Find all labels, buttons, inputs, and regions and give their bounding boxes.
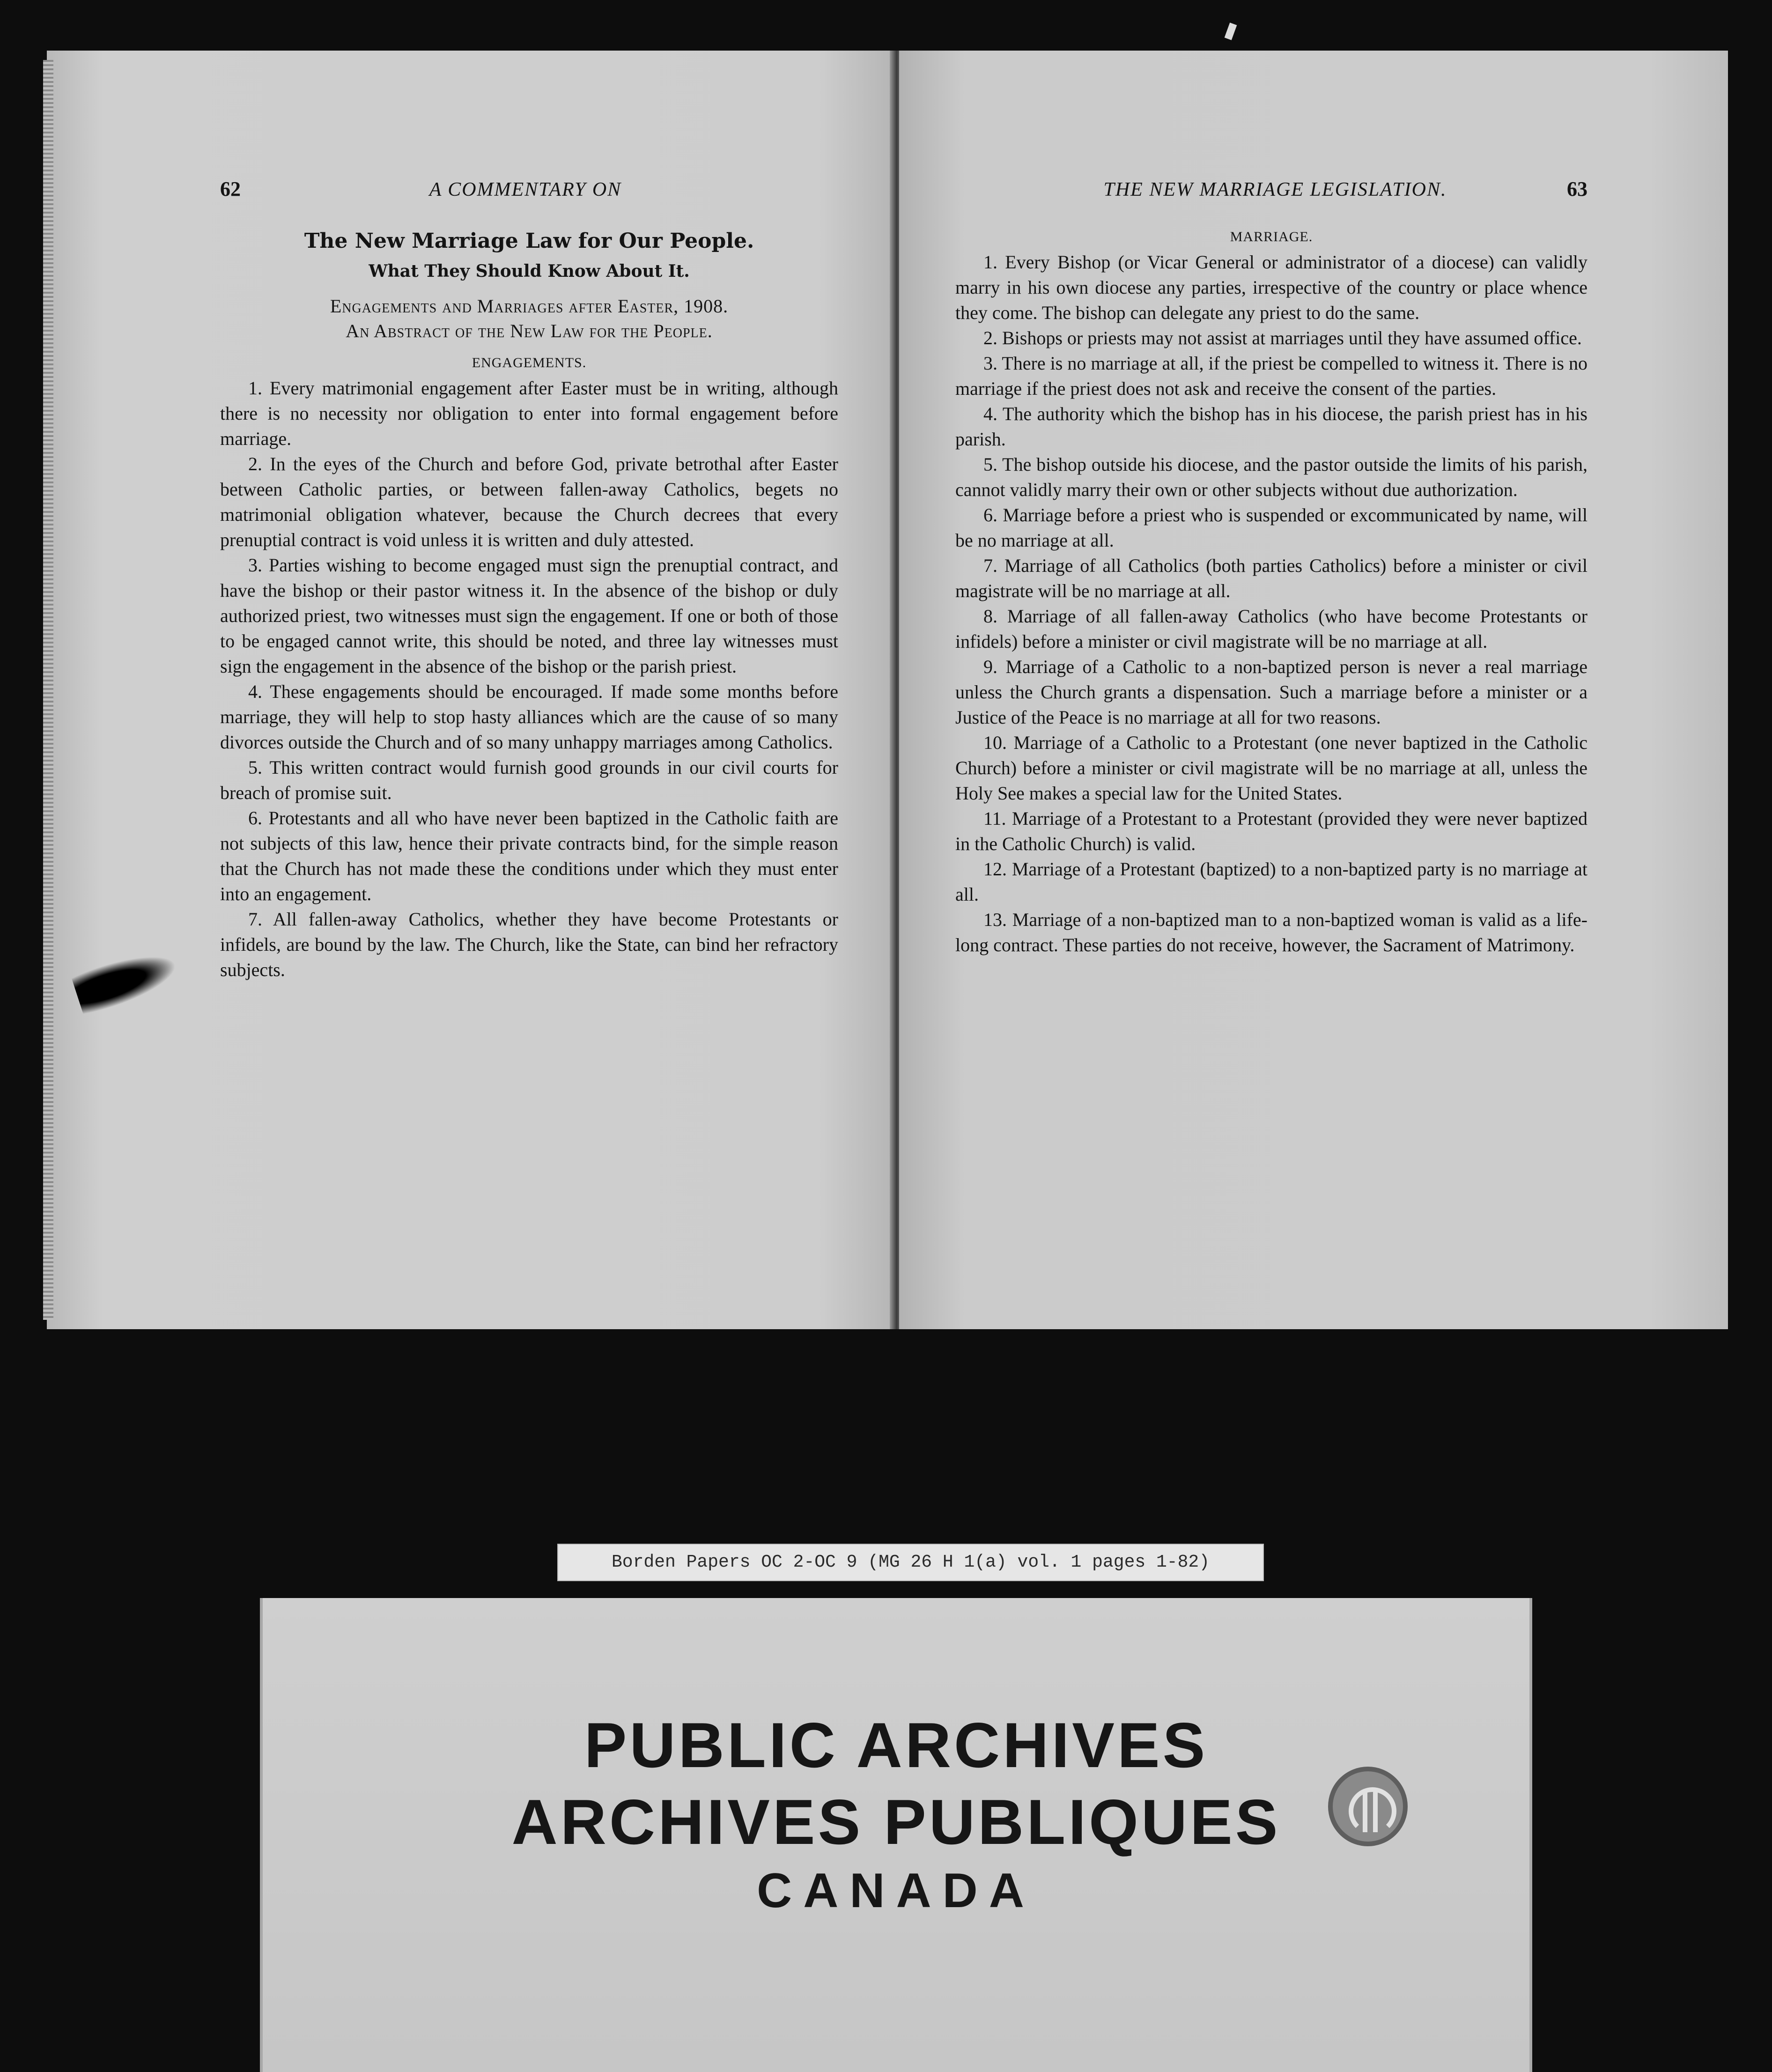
marriage-paragraph-4: 4. The authority which the bishop has in his diocese, the parish priest has in his parish. [955,403,1587,450]
archives-line-french: ARCHIVES PUBLIQUES [511,1786,1281,1857]
archives-card [260,1598,1532,2072]
marriage-paragraph-6: 6. Marriage before a priest who is suspended or excommunicated by name, will be no marriage at all. [955,504,1587,551]
engagement-paragraph-5: 5. This written contract would furnish good grounds in our civil courts for breach of promise suit. [220,757,838,803]
marriage-paragraph-8: 8. Marriage of all fallen-away Catholics (who have become Protestants or infidels) before a minister or civil magistrate will be no marriage at all. [955,606,1587,652]
reference-label: Borden Papers OC 2-OC 9 (MG 26 H 1(a) vol. 1 pages 1-82) [557,1544,1264,1581]
archives-line-country: CANADA [757,1864,1035,1918]
archives-monogram-icon [1328,1767,1408,1846]
marriage-paragraph-2: 2. Bishops or priests may not assist at marriages until they have assumed office. [983,327,1582,348]
engagement-paragraph-7: 7. All fallen-away Catholics, whether they have become Protestants or infidels, are bound by the law. The Church, like the State, can bind her refractory subjects. [220,909,838,980]
marriage-paragraph-13: 13. Marriage of a non-baptized man to a non-baptized woman is valid as a life-long contract. These parties do not receive, however, the Sacrament of Matrimony. [955,909,1587,955]
marriage-paragraph-12: 12. Marriage of a Protestant (baptized) to a non-baptized party is no marriage at all. [955,858,1587,905]
gothic-title: The New Marriage Law for Our People. [304,229,754,253]
engagements-heading: ENGAGEMENTS. [472,355,587,370]
marriage-paragraph-1: 1. Every Bishop (or Vicar General or administrator of a diocese) can validly marry in his own diocese any parties, irrespective of the country or place whence they come. The bishop can delegate any priest to do the same. [955,252,1587,323]
right-running-title: THE NEW MARRIAGE LEGISLATION. [1103,179,1447,200]
film-speck [1225,22,1237,40]
heading-line-2: An Abstract of the New Law for the People. [346,320,713,341]
gothic-subtitle: What They Should Know About It. [369,261,690,281]
page-edge-strip [43,60,53,1320]
engagement-paragraph-3: 3. Parties wishing to become engaged must sign the prenuptial contract, and have the bishop or their pastor witness it. In the absence of the bishop or duly authorized priest, two witnesses must sign the engagement. If one or both of those to be engaged cannot write, this should be noted, and three lay witnesses must sign the engagement in the absence of the bishop or the parish priest. [220,555,838,677]
marriage-paragraph-5: 5. The bishop outside his diocese, and the pastor outside the limits of his parish, cannot validly marry their own or other subjects without due authorization. [955,454,1587,500]
right-running-header [955,177,1587,201]
engagement-paragraph-4: 4. These engagements should be encouraged. If made some months before marriage, they will help to stop hasty alliances which are the cause of so many divorces outside the Church and of so many unhappy marriages among Catholics. [220,681,838,753]
heading-line-1: Engagements and Marriages after Easter, 1908. [330,296,729,317]
engagement-paragraph-2: 2. In the eyes of the Church and before God, private betrothal after Easter between Catholic parties, or between fallen-away Catholics, begets no matrimonial obligation whatever, because the Church decrees that every prenuptial contract is void unless it is written and duly attested. [220,453,838,550]
marriage-paragraph-7: 7. Marriage of all Catholics (both parties Catholics) before a minister or civil magistrate will be no marriage at all. [955,555,1587,601]
left-running-header [220,177,838,201]
marriage-heading: MARRIAGE. [1230,229,1313,244]
engagement-paragraph-1: 1. Every matrimonial engagement after Easter must be in writing, although there is no necessity nor obligation to enter into formal engagement before marriage. [220,377,838,449]
left-page-number: 62 [220,178,241,200]
engagement-paragraph-6: 6. Protestants and all who have never been baptized in the Catholic faith are not subjects of this law, hence their private contracts bind, for the simple reason that the Church has not made these the conditions under which they must enter into an engagement. [220,807,838,904]
marriage-paragraph-3: 3. There is no marriage at all, if the priest be compelled to witness it. There is no marriage if the priest does not ask and receive the consent of the parties. [955,353,1587,399]
left-running-title: A COMMENTARY ON [429,179,622,200]
right-page [899,51,1728,1329]
archives-line-english: PUBLIC ARCHIVES [584,1709,1208,1781]
right-page-number: 63 [1567,178,1587,200]
marriage-paragraph-10: 10. Marriage of a Catholic to a Protestant (one never baptized in the Catholic Church) before a minister or civil magistrate will be no marriage at all, unless the Holy See makes a special law for the United States. [955,732,1587,804]
left-page [47,51,894,1329]
open-book [47,51,1728,1329]
marriage-paragraph-9: 9. Marriage of a Catholic to a non-baptized person is never a real marriage unless the Church grants a dispensation. Such a marriage before a minister or a Justice of the Peace is no marriage at all for two reasons. [955,656,1587,728]
marriage-paragraph-11: 11. Marriage of a Protestant to a Protestant (provided they were never baptized in the Catholic Church) is valid. [955,808,1587,854]
